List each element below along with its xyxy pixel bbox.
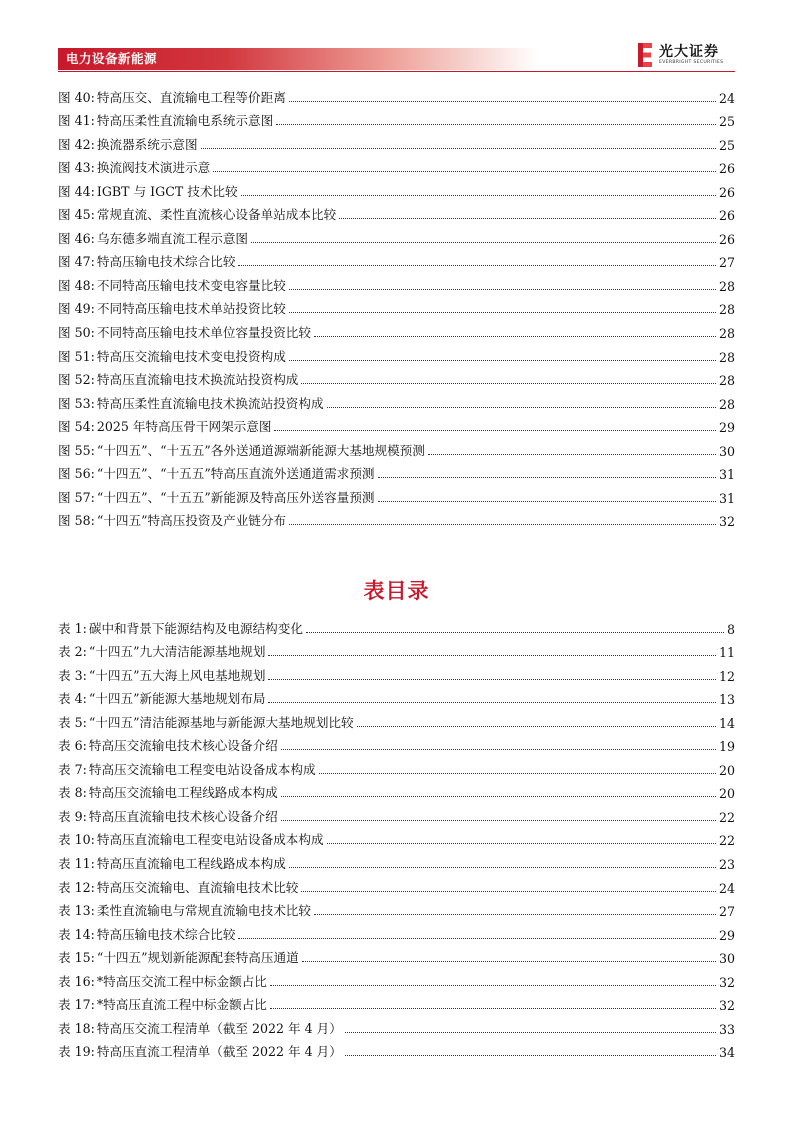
dot-leader — [281, 795, 716, 797]
dot-leader — [238, 937, 716, 939]
entry-label: 图 45: — [58, 207, 95, 223]
entry-page-number: 30 — [718, 951, 735, 967]
entry-title: 特高压直流工程清单（截至 2022 年 4 月） — [96, 1044, 342, 1060]
figure-list-item[interactable] — [58, 223, 735, 247]
entry-title: 不同特高压输电技术单位容量投资比较 — [96, 325, 311, 341]
table-list-item[interactable] — [58, 966, 735, 990]
entry-label: 表 11: — [58, 856, 95, 872]
figure-list-item[interactable] — [58, 459, 735, 483]
entry-label: 表 2: — [58, 644, 87, 660]
dot-leader — [357, 725, 716, 727]
figure-list-item[interactable] — [58, 129, 735, 153]
entry-label: 图 46: — [58, 230, 95, 246]
entry-label: 表 8: — [58, 785, 87, 801]
entry-page-number: 27 — [718, 904, 735, 920]
entry-page-number: 34 — [718, 1045, 735, 1061]
entry-page-number: 26 — [718, 231, 735, 247]
figure-list-item[interactable] — [58, 294, 735, 318]
table-list-item[interactable] — [58, 778, 735, 802]
table-list-item[interactable] — [58, 943, 735, 967]
figure-list-item[interactable] — [58, 153, 735, 177]
entry-page-number: 32 — [718, 514, 735, 530]
entry-page-number: 20 — [718, 786, 735, 802]
entry-title: “十四五”清洁能源基地与新能源大基地规划比较 — [88, 714, 354, 730]
entry-page-number: 29 — [718, 927, 735, 943]
entry-title: 特高压交流输电工程变电站设备成本构成 — [88, 761, 316, 777]
table-list-item[interactable] — [58, 684, 735, 708]
dot-leader — [281, 748, 716, 750]
table-list-item[interactable] — [58, 919, 735, 943]
entry-title: *特高压交流工程中标金额占比 — [96, 973, 267, 989]
entry-label: 图 56: — [58, 466, 95, 482]
dot-leader — [306, 631, 724, 633]
entry-title: 碳中和背景下能源结构及电源结构变化 — [88, 620, 303, 636]
entry-page-number: 33 — [718, 1021, 735, 1037]
entry-label: 表 4: — [58, 691, 87, 707]
figure-list-item[interactable] — [58, 317, 735, 341]
dot-leader — [268, 678, 716, 680]
figure-list-item[interactable] — [58, 435, 735, 459]
dot-leader — [289, 100, 716, 102]
entry-page-number: 14 — [718, 715, 735, 731]
entry-title: “十四五”特高压投资及产业链分布 — [96, 513, 287, 529]
dot-leader — [302, 960, 716, 962]
entry-title: “十四五”、“十五五”新能源及特高压外送容量预测 — [96, 489, 375, 505]
table-list-item[interactable] — [58, 707, 735, 731]
entry-title: 特高压交流输电、直流输电技术比较 — [96, 879, 299, 895]
entry-title: “十四五”五大海上风电基地规划 — [88, 667, 266, 683]
table-list-item[interactable] — [58, 754, 735, 778]
figure-list-item[interactable] — [58, 82, 735, 106]
entry-label: 表 15: — [58, 950, 95, 966]
dot-leader — [268, 701, 716, 703]
entry-title: 特高压输电技术综合比较 — [96, 254, 236, 270]
entry-title: 柔性直流输电与常规直流输电技术比较 — [96, 903, 311, 919]
entry-label: 图 57: — [58, 489, 95, 505]
figure-list-item[interactable] — [58, 247, 735, 271]
entry-title: 特高压直流输电工程变电站设备成本构成 — [96, 832, 324, 848]
entry-page-number: 31 — [718, 490, 735, 506]
dot-leader — [314, 335, 716, 337]
entry-label: 图 40: — [58, 89, 95, 105]
entry-label: 图 51: — [58, 348, 95, 364]
entry-label: 表 6: — [58, 738, 87, 754]
figure-list-item[interactable] — [58, 365, 735, 389]
figure-list-item[interactable] — [58, 270, 735, 294]
header-rule — [58, 71, 735, 72]
dot-leader — [327, 406, 716, 408]
table-list-item[interactable] — [58, 637, 735, 661]
dot-leader — [301, 382, 716, 384]
table-list — [58, 613, 735, 1060]
brand-logo — [636, 40, 736, 70]
dot-leader — [251, 241, 716, 243]
entry-label: 图 48: — [58, 277, 95, 293]
figure-list-item[interactable] — [58, 341, 735, 365]
entry-title: 特高压直流输电技术核心设备介绍 — [88, 808, 278, 824]
table-list-item[interactable] — [58, 1037, 735, 1061]
table-list-item[interactable] — [58, 613, 735, 637]
entry-label: 图 54: — [58, 419, 95, 435]
entry-label: 表 16: — [58, 973, 95, 989]
everbright-logo-icon — [636, 41, 654, 69]
entry-title: “十四五”、“十五五”特高压直流外送通道需求预测 — [96, 466, 375, 482]
entry-page-number: 32 — [718, 998, 735, 1014]
entry-title: “十四五”、“十五五”各外送通道源端新能源大基地规模预测 — [96, 442, 425, 458]
entry-title: *特高压直流工程中标金额占比 — [96, 997, 267, 1013]
entry-label: 表 12: — [58, 879, 95, 895]
entry-label: 表 1: — [58, 620, 87, 636]
dot-leader — [270, 984, 716, 986]
entry-label: 表 3: — [58, 667, 87, 683]
entry-title: 不同特高压输电技术变电容量比较 — [96, 277, 286, 293]
table-list-heading: 表目录 — [363, 579, 430, 603]
table-list-item[interactable] — [58, 896, 735, 920]
entry-page-number: 22 — [718, 809, 735, 825]
entry-page-number: 28 — [718, 349, 735, 365]
entry-title: “十四五”九大清洁能源基地规划 — [88, 644, 266, 660]
entry-page-number: 28 — [718, 396, 735, 412]
dot-leader — [201, 147, 716, 149]
entry-page-number: 24 — [718, 880, 735, 896]
entry-title: 特高压交流输电技术变电投资构成 — [96, 348, 286, 364]
entry-title: 特高压柔性直流输电技术换流站投资构成 — [96, 395, 324, 411]
entry-label: 图 52: — [58, 372, 95, 388]
entry-page-number: 25 — [718, 114, 735, 130]
entry-page-number: 11 — [718, 645, 735, 661]
entry-page-number: 28 — [718, 326, 735, 342]
dot-leader — [213, 170, 716, 172]
figure-list-item[interactable] — [58, 412, 735, 436]
entry-title: 特高压直流输电工程线路成本构成 — [96, 856, 286, 872]
dot-leader — [345, 1031, 716, 1033]
entry-page-number: 32 — [718, 974, 735, 990]
figure-list-item[interactable] — [58, 506, 735, 530]
dot-leader — [241, 194, 716, 196]
table-list-item[interactable] — [58, 872, 735, 896]
dot-leader — [428, 453, 716, 455]
entry-label: 图 53: — [58, 395, 95, 411]
figure-list-item[interactable] — [58, 200, 735, 224]
dot-leader — [378, 500, 716, 502]
entry-title: IGBT 与 IGCT 技术比较 — [96, 183, 238, 199]
dot-leader — [378, 476, 716, 478]
entry-page-number: 26 — [718, 184, 735, 200]
brand-name: 光大证券 — [659, 44, 719, 60]
entry-title: 换流器系统示意图 — [96, 136, 198, 152]
entry-label: 图 49: — [58, 301, 95, 317]
entry-page-number: 28 — [718, 302, 735, 318]
entry-label: 图 50: — [58, 325, 95, 341]
dot-leader — [289, 866, 716, 868]
entry-label: 图 47: — [58, 254, 95, 270]
figure-list-item[interactable] — [58, 106, 735, 130]
dot-leader — [289, 288, 716, 290]
entry-page-number: 19 — [718, 739, 735, 755]
dot-leader — [281, 819, 716, 821]
entry-page-number: 20 — [718, 762, 735, 778]
entry-title: 特高压柔性直流输电系统示意图 — [96, 113, 274, 129]
entry-page-number: 27 — [718, 255, 735, 271]
dot-leader — [270, 1007, 716, 1009]
dot-leader — [238, 264, 716, 266]
entry-title: 特高压交流工程清单（截至 2022 年 4 月） — [96, 1020, 342, 1036]
entry-page-number: 28 — [718, 278, 735, 294]
dot-leader — [319, 772, 716, 774]
dot-leader — [274, 429, 716, 431]
entry-title: 特高压交流输电技术核心设备介绍 — [88, 738, 278, 754]
dot-leader — [327, 842, 716, 844]
entry-title: 2025 年特高压骨干网架示意图 — [96, 419, 272, 435]
entry-page-number: 26 — [718, 208, 735, 224]
entry-title: 特高压直流输电技术换流站投资构成 — [96, 372, 299, 388]
entry-page-number: 29 — [718, 420, 735, 436]
dot-leader — [301, 890, 716, 892]
entry-label: 表 17: — [58, 997, 95, 1013]
dot-leader — [276, 123, 716, 125]
entry-label: 表 7: — [58, 761, 87, 777]
entry-label: 表 13: — [58, 903, 95, 919]
entry-page-number: 12 — [718, 668, 735, 684]
entry-title: “十四五”新能源大基地规划布局 — [88, 691, 266, 707]
header-section-title: 电力设备新能源 — [66, 51, 158, 66]
entry-page-number: 26 — [718, 161, 735, 177]
entry-page-number: 31 — [718, 467, 735, 483]
entry-label: 表 9: — [58, 808, 87, 824]
dot-leader — [289, 523, 716, 525]
table-list-item[interactable] — [58, 990, 735, 1014]
entry-label: 表 18: — [58, 1020, 95, 1036]
dot-leader — [314, 913, 716, 915]
entry-title: 常规直流、柔性直流核心设备单站成本比较 — [96, 207, 337, 223]
entry-title: 特高压交、直流输电工程等价距离 — [96, 89, 286, 105]
entry-page-number: 8 — [726, 621, 735, 637]
dot-leader — [268, 654, 716, 656]
figure-list-item[interactable] — [58, 388, 735, 412]
table-list-item[interactable] — [58, 801, 735, 825]
entry-title: “十四五”规划新能源配套特高压通道 — [96, 950, 299, 966]
entry-title: 特高压交流输电工程线路成本构成 — [88, 785, 278, 801]
entry-page-number: 22 — [718, 833, 735, 849]
dot-leader — [345, 1054, 716, 1056]
entry-label: 图 55: — [58, 442, 95, 458]
entry-label: 图 58: — [58, 513, 95, 529]
entry-title: 不同特高压输电技术单站投资比较 — [96, 301, 286, 317]
entry-page-number: 13 — [718, 692, 735, 708]
entry-label: 表 10: — [58, 832, 95, 848]
entry-label: 表 19: — [58, 1044, 95, 1060]
table-list-item[interactable] — [58, 1013, 735, 1037]
entry-page-number: 30 — [718, 443, 735, 459]
entry-label: 图 42: — [58, 136, 95, 152]
entry-title: 换流阀技术演进示意 — [96, 160, 211, 176]
entry-label: 表 5: — [58, 714, 87, 730]
entry-title: 特高压输电技术综合比较 — [96, 926, 236, 942]
table-list-item[interactable] — [58, 731, 735, 755]
entry-label: 图 44: — [58, 183, 95, 199]
entry-page-number: 23 — [718, 857, 735, 873]
dot-leader — [289, 311, 716, 313]
entry-page-number: 25 — [718, 137, 735, 153]
figure-list — [58, 82, 735, 529]
figure-list-item[interactable] — [58, 482, 735, 506]
dot-leader — [339, 217, 716, 219]
entry-page-number: 28 — [718, 373, 735, 389]
table-list-item[interactable] — [58, 660, 735, 684]
dot-leader — [289, 359, 716, 361]
entry-label: 表 14: — [58, 926, 95, 942]
figure-list-item[interactable] — [58, 176, 735, 200]
brand-subtitle: EVERBRIGHT SECURITIES — [659, 60, 724, 65]
entry-label: 图 41: — [58, 113, 95, 129]
table-list-item[interactable] — [58, 825, 735, 849]
table-list-item[interactable] — [58, 848, 735, 872]
entry-label: 图 43: — [58, 160, 95, 176]
entry-title: 乌东德多端直流工程示意图 — [96, 230, 248, 246]
entry-page-number: 24 — [718, 90, 735, 106]
